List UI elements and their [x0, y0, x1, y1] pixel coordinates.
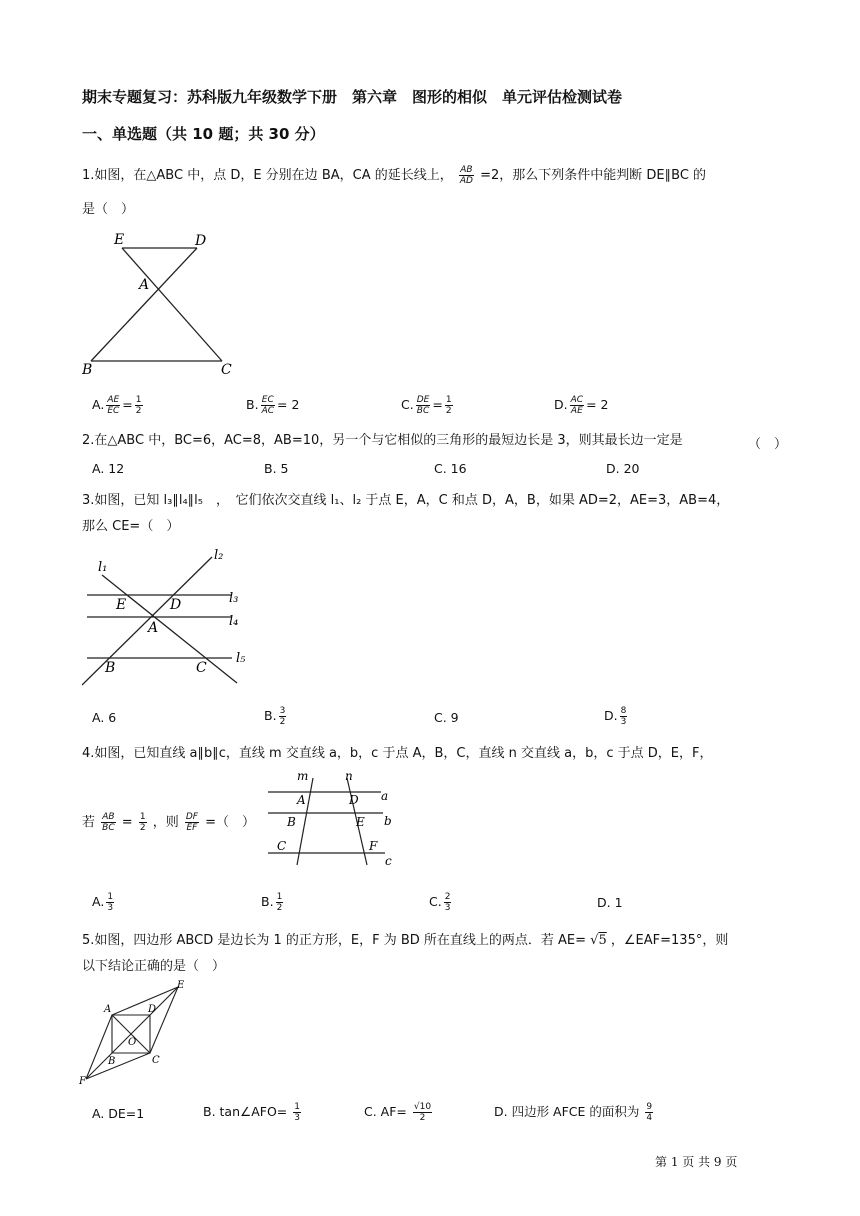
- q1-label-b: B: [82, 362, 93, 378]
- q5-text-a: 5.如图，四边形 ABCD 是边长为 1 的正方形，E，F 为 BD 所在直线上的两点．若 AE= √5 ，∠EAF=135°，则: [82, 933, 729, 948]
- q3-option-d[interactable]: D. $\frac{8}{3}$: [604, 706, 627, 727]
- section-heading: 一、单选题（共 10 题；共 30 分）: [82, 125, 325, 143]
- q1-option-b[interactable]: B. $\frac{EC}{AC}$ = 2: [246, 395, 300, 416]
- page-title: 期末专题复习：苏科版九年级数学下册 第六章 图形的相似 单元评估检测试卷: [82, 88, 623, 106]
- q5-text-c: 以下结论正确的是（ ）: [82, 959, 226, 974]
- q3-option-a[interactable]: A. 6: [92, 710, 117, 725]
- q3-label-l2: l₂: [214, 548, 224, 563]
- q2-option-c[interactable]: C. 16: [434, 461, 467, 476]
- q1-text-c: 是（ ）: [82, 202, 135, 217]
- q5-label-c: C: [152, 1055, 160, 1066]
- q4-label-c: C: [277, 839, 287, 853]
- q4-label-n: n: [345, 769, 353, 783]
- q1-figure: [82, 228, 242, 378]
- q3-label-a: A: [148, 620, 159, 636]
- q5-label-b: B: [108, 1056, 116, 1067]
- q1-text-b: =2，那么下列条件中能判断 DE∥BC 的: [480, 168, 707, 183]
- q1-ratio: $\frac{AB}{AD}$: [459, 165, 473, 186]
- q4-option-c[interactable]: C. $\frac{2}{3}$: [429, 892, 451, 913]
- q4-label-e: E: [356, 815, 365, 829]
- q3-label-b: B: [105, 660, 116, 676]
- q4-label-b: B: [287, 815, 296, 829]
- question-1: [82, 163, 782, 189]
- q4-label-f: F: [369, 839, 378, 853]
- q3-label-c: C: [196, 660, 207, 676]
- q4-label-m: m: [297, 769, 309, 783]
- q5-label-o: O: [128, 1037, 137, 1048]
- sqrt-five: √5: [590, 933, 607, 948]
- q1-option-c[interactable]: C. $\frac{DE}{BC}$ = $\frac{1}{2}$: [401, 395, 452, 416]
- q2-option-b[interactable]: B. 5: [264, 461, 289, 476]
- q4-label-d: D: [349, 793, 359, 807]
- q2-paren: （ ）: [748, 437, 788, 452]
- q3-text-a: 3.如图，已知 l₃∥l₄∥l₅ ， 它们依次交直线 l₁、l₂ 于点 E，A，C 和点 D，A，B，如果 AD=2，AE=3，AB=4，: [82, 493, 730, 508]
- page-footer: 第 1 页 共 9 页: [655, 1155, 738, 1169]
- q5-option-c[interactable]: C. AF= $\frac{√10}{2}$: [364, 1102, 432, 1123]
- q4-option-b[interactable]: B. $\frac{1}{2}$: [261, 892, 283, 913]
- q4-label-line-c: c: [385, 854, 392, 868]
- q1-option-d[interactable]: D. $\frac{AC}{AE}$ = 2: [554, 395, 609, 416]
- q3-text-b: 那么 CE=（ ）: [82, 519, 180, 534]
- q5-label-a: A: [104, 1004, 112, 1015]
- q3-option-c[interactable]: C. 9: [434, 710, 459, 725]
- q2-option-a[interactable]: A. 12: [92, 461, 125, 476]
- q3-label-d: D: [170, 597, 182, 613]
- q4-label-a: A: [297, 793, 306, 807]
- q3-label-l3: l₃: [229, 591, 239, 606]
- q4-option-a[interactable]: A. $\frac{1}{3}$: [92, 892, 114, 913]
- q4-text-a: 4.如图，已知直线 a∥b∥c，直线 m 交直线 a，b，c 于点 A，B，C，直线 n 交直线 a，b，c 于点 D，E，F，: [82, 746, 713, 761]
- q4-figure: [263, 768, 398, 870]
- q5-label-f: F: [79, 1076, 86, 1087]
- q4-condition: 若 $\frac{AB}{BC}$ = $\frac{1}{2}$ ，则 $\frac{DF}{EF}$ =（ ）: [82, 812, 255, 833]
- q2-option-d[interactable]: D. 20: [606, 461, 640, 476]
- q3-label-l5: l₅: [236, 651, 246, 666]
- q1-label-a: A: [139, 277, 150, 293]
- q2-text: 2.在△ABC 中，BC=6，AC=8，AB=10，另一个与它相似的三角形的最短边长是 3，则其最长边一定是: [82, 433, 683, 448]
- q4-label-line-a: a: [381, 789, 389, 803]
- q1-label-c: C: [221, 362, 232, 378]
- q1-text-a: 1.如图，在△ABC 中，点 D，E 分别在边 BA，CA 的延长线上，: [82, 168, 453, 183]
- q1-label-e: E: [114, 232, 125, 248]
- q3-label-l4: l₄: [229, 614, 239, 629]
- q5-label-d: D: [148, 1004, 157, 1015]
- q4-label-line-b: b: [384, 814, 392, 828]
- q3-figure: [82, 545, 257, 690]
- q3-label-l1: l₁: [98, 560, 108, 575]
- q3-label-e: E: [116, 597, 127, 613]
- q5-option-b[interactable]: B. tan∠AFO= $\frac{1}{3}$: [203, 1102, 300, 1123]
- q5-option-a[interactable]: A. DE=1: [92, 1106, 145, 1121]
- q5-label-e: E: [177, 980, 185, 991]
- q5-option-d[interactable]: D. 四边形 AFCE 的面积为 $\frac{9}{4}$: [494, 1102, 653, 1123]
- q3-option-b[interactable]: B. $\frac{3}{2}$: [264, 706, 286, 727]
- q4-option-d[interactable]: D. 1: [597, 895, 623, 910]
- q1-option-a[interactable]: A. $\frac{AE}{EC}$ = $\frac{1}{2}$: [92, 395, 142, 416]
- q1-label-d: D: [195, 233, 207, 249]
- q5-figure: [78, 978, 193, 1088]
